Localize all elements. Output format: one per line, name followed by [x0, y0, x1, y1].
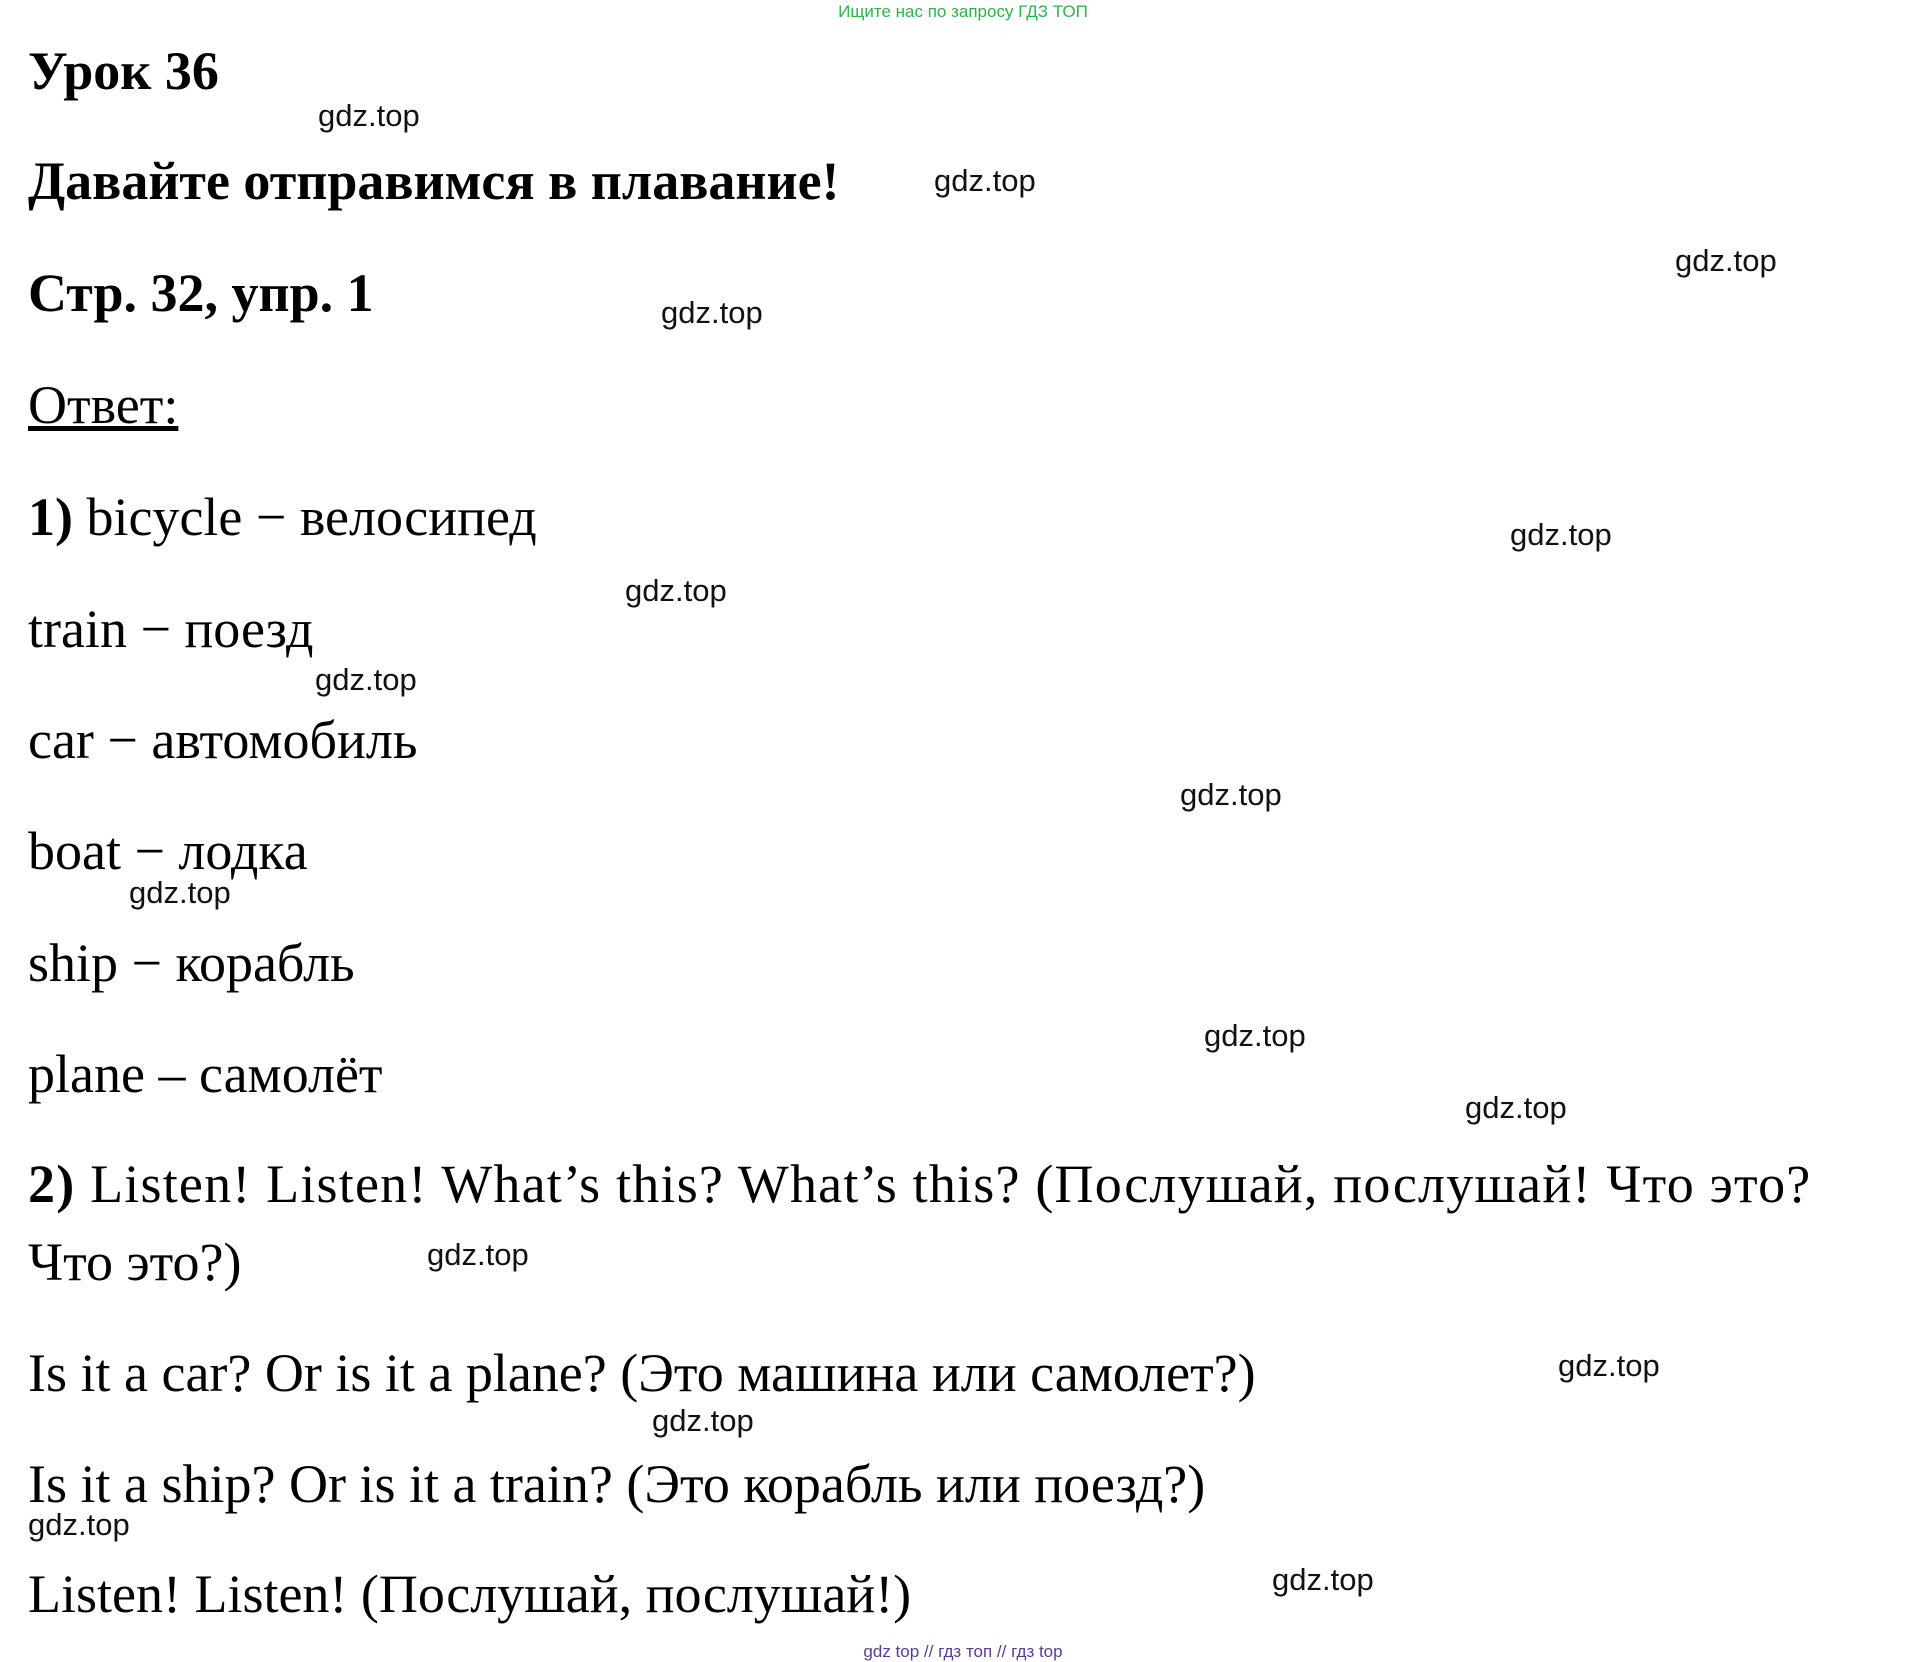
watermark: gdz.top — [315, 662, 417, 697]
watermark: gdz.top — [318, 98, 420, 133]
poem-text: Listen! Listen! What’s this? What’s this? (Послушай, послушай! Что это? — [90, 1154, 1812, 1214]
vocab-item-5: ship − корабль — [28, 933, 355, 993]
poem-line-1 — [28, 1154, 1812, 1214]
watermark: gdz.top — [1180, 777, 1282, 812]
watermark: gdz.top — [625, 573, 727, 608]
watermark: gdz.top — [1510, 517, 1612, 552]
watermark: gdz.top — [129, 875, 231, 910]
lesson-heading: Урок 36 — [28, 41, 219, 101]
vocab-item-2: train − поезд — [28, 599, 314, 659]
watermark: gdz.top — [1465, 1090, 1567, 1125]
watermark: gdz.top — [28, 1507, 130, 1542]
lesson-title: Давайте отправимся в плавание! — [28, 151, 840, 211]
watermark: gdz.top — [1558, 1348, 1660, 1383]
watermark: gdz.top — [1204, 1018, 1306, 1053]
vocab-text: bicycle − велосипед — [86, 487, 537, 547]
page-reference: Стр. 32, упр. 1 — [28, 263, 374, 323]
footer-watermark: gdz top // гдз топ // гдз top — [863, 1642, 1063, 1661]
top-banner: Ищите нас по запросу ГДЗ ТОП — [838, 2, 1088, 21]
watermark: gdz.top — [934, 163, 1036, 198]
watermark: gdz.top — [1272, 1562, 1374, 1597]
vocab-item-4: boat − лодка — [28, 821, 308, 881]
vocab-item-6: plane – самолёт — [28, 1044, 383, 1104]
watermark: gdz.top — [652, 1403, 754, 1438]
poem-line-4: Listen! Listen! (Послушай, послушай!) — [28, 1564, 912, 1624]
watermark: gdz.top — [661, 295, 763, 330]
poem-line-3: Is it a ship? Or is it a train? (Это корабль или поезд?) — [28, 1454, 1206, 1514]
part2-number: 2) — [28, 1154, 76, 1214]
watermark: gdz.top — [427, 1237, 529, 1272]
part1-number: 1) — [28, 487, 73, 547]
vocab-item-3: car − автомобиль — [28, 710, 418, 770]
watermark: gdz.top — [1675, 243, 1777, 278]
poem-line-2: Is it a car? Or is it a plane? (Это машина или самолет?) — [28, 1343, 1256, 1403]
poem-line-1-wrap: Что это?) — [28, 1232, 242, 1292]
vocab-item-1 — [28, 487, 537, 547]
answer-label: Ответ: — [28, 375, 179, 435]
